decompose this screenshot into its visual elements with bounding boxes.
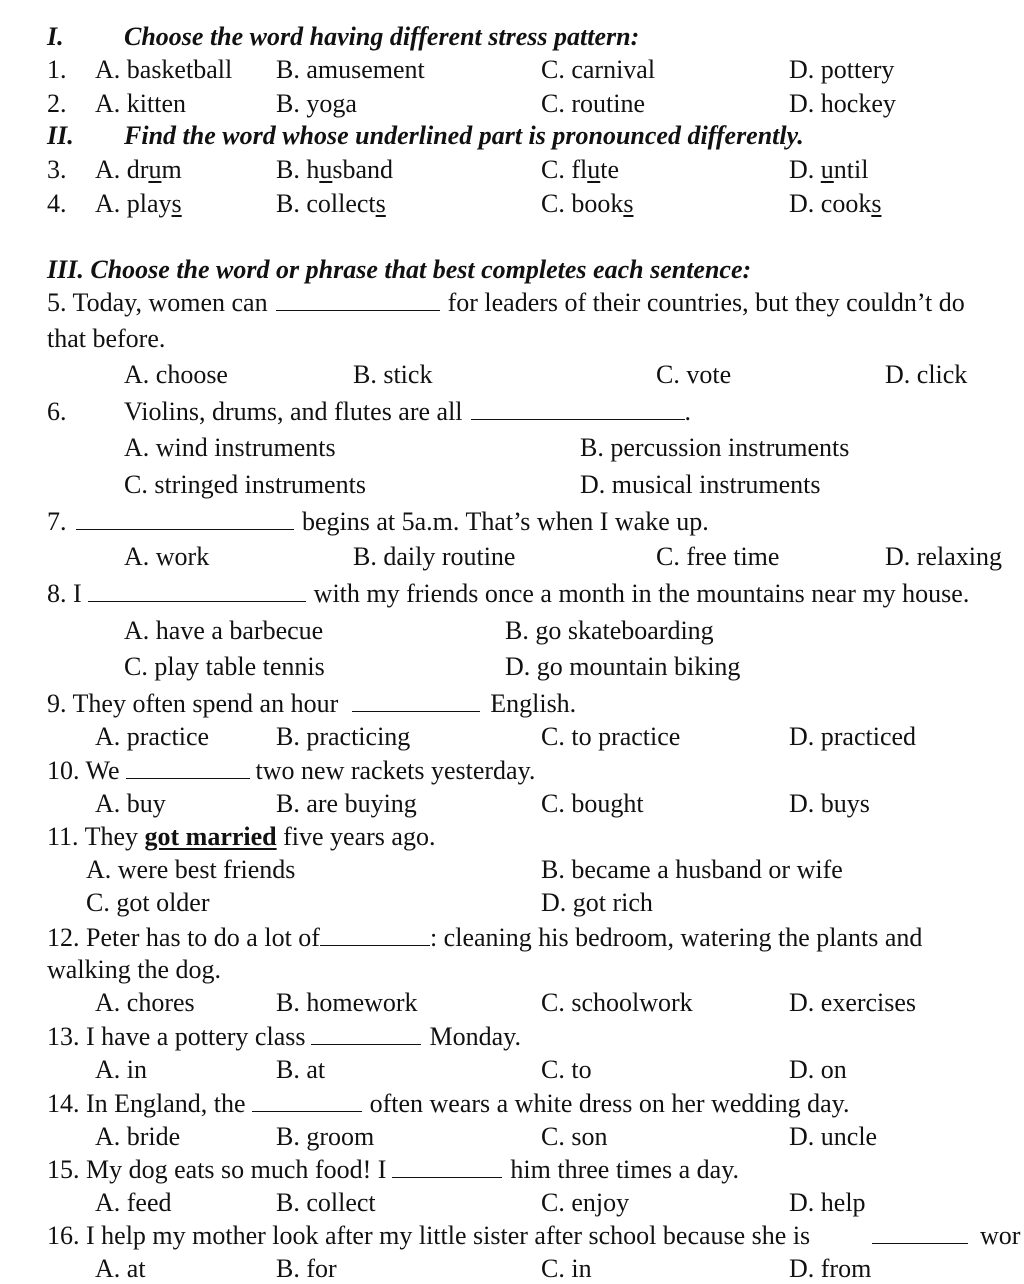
question-7-option-c[interactable]: C. free time	[656, 542, 780, 571]
answer-blank[interactable]	[352, 689, 480, 712]
stem-text: 15. My dog eats so much food! I	[47, 1155, 387, 1184]
stem-text: .	[684, 397, 692, 426]
stem-text: 13. I have a pottery class	[47, 1022, 306, 1051]
question-15-option-c[interactable]: C. enjoy	[541, 1188, 630, 1217]
section-3-title-text: III. Choose the word or phrase that best completes each sentence:	[47, 255, 752, 284]
question-3-option-c[interactable]	[541, 155, 619, 185]
question-10-stem	[47, 756, 535, 786]
underlined-letter: u	[148, 155, 162, 184]
question-10-option-b[interactable]: B. are buying	[276, 789, 417, 818]
question-11-stem	[47, 822, 435, 852]
question-16-option-c[interactable]: C. in	[541, 1254, 592, 1283]
question-11-option-c[interactable]: C. got older	[86, 888, 210, 917]
section-1-title: Choose the word having different stress pattern:	[124, 22, 640, 51]
question-9-option-c[interactable]: C. to practice	[541, 722, 681, 751]
option-text: ntil	[833, 155, 869, 184]
answer-blank[interactable]	[471, 397, 685, 420]
answer-blank[interactable]	[276, 288, 440, 311]
question-4-option-d[interactable]	[789, 189, 881, 219]
question-12-option-d[interactable]: D. exercises	[789, 988, 917, 1017]
question-16-option-a[interactable]: A. at	[95, 1254, 146, 1283]
stem-text: Monday.	[429, 1022, 521, 1051]
question-12-option-a[interactable]: A. chores	[95, 988, 195, 1017]
stem-text: for leaders of their countries, but they couldn’t do	[447, 288, 965, 317]
answer-blank[interactable]	[311, 1022, 421, 1045]
question-7-option-a[interactable]: A. work	[124, 542, 210, 571]
question-16-option-b[interactable]: B. for	[276, 1254, 337, 1283]
underlined-letter: s	[171, 189, 182, 218]
question-1-option-a[interactable]: A. basketball	[95, 55, 233, 84]
question-8-option-a[interactable]: A. have a barbecue	[124, 616, 324, 645]
stem-text: 14. In England, the	[47, 1089, 246, 1118]
stem-text: 9. They often spend an hour	[47, 689, 339, 718]
stem-text: with my friends once a month in the mountains near my house.	[313, 579, 970, 608]
stem-text: 11. They	[47, 822, 145, 851]
question-4-option-c[interactable]	[541, 189, 639, 219]
question-16-option-d[interactable]: D. from	[789, 1254, 872, 1283]
question-11-option-d[interactable]: D. got rich	[541, 888, 653, 917]
underlined-letter: u	[820, 155, 834, 184]
bold-underlined-phrase: got married	[144, 822, 277, 851]
stem-text: 16. I help my mother look after my little sister after school because she is	[47, 1221, 811, 1250]
question-9-option-a[interactable]: A. practice	[95, 722, 210, 751]
question-12-stem-continued: walking the dog.	[47, 955, 222, 984]
question-3-number: 3.	[47, 155, 67, 184]
question-10-option-c[interactable]: C. bought	[541, 789, 644, 818]
question-9-option-b[interactable]: B. practicing	[276, 722, 411, 751]
option-text: D.	[789, 155, 821, 184]
section-2-title: Find the word whose underlined part is pronounced differently.	[124, 121, 804, 150]
stem-text: English.	[490, 689, 577, 718]
stem-text: 12. Peter has to do a lot of	[47, 923, 320, 952]
question-15-option-a[interactable]: A. feed	[95, 1188, 172, 1217]
question-11-option-a[interactable]: A. were best friends	[86, 855, 296, 884]
option-text: A. play	[95, 189, 172, 218]
question-12-option-b[interactable]: B. homework	[276, 988, 418, 1017]
question-3-option-b[interactable]	[276, 155, 393, 185]
stem-text: : cleaning his bedroom, watering the plants and	[429, 923, 923, 952]
answer-blank[interactable]	[76, 507, 294, 530]
question-8-stem	[47, 579, 969, 609]
underlined-letter: u	[587, 155, 601, 184]
answer-blank[interactable]	[126, 756, 250, 779]
question-6-option-c[interactable]: C. stringed instruments	[124, 470, 366, 499]
question-8-option-d[interactable]: D. go mountain biking	[505, 652, 741, 681]
question-5-option-d[interactable]: D. click	[885, 360, 968, 389]
option-text: te	[600, 155, 619, 184]
question-2-option-d[interactable]: D. hockey	[789, 89, 896, 118]
question-14-stem	[47, 1089, 849, 1119]
stem-text: 10. We	[47, 756, 120, 785]
answer-blank[interactable]	[252, 1089, 362, 1112]
option-text: m	[161, 155, 182, 184]
question-13-option-c[interactable]: C. to	[541, 1055, 592, 1084]
question-15-stem	[47, 1155, 739, 1185]
answer-blank[interactable]	[88, 579, 306, 602]
option-text: A. dr	[95, 155, 149, 184]
question-8-option-c[interactable]: C. play table tennis	[124, 652, 325, 681]
question-5-option-c[interactable]: C. vote	[656, 360, 732, 389]
question-1-option-d[interactable]: D. pottery	[789, 55, 895, 84]
question-3-option-a[interactable]	[95, 155, 182, 185]
question-7-number: 7.	[47, 507, 67, 536]
question-5-stem-continued: that before.	[47, 324, 166, 353]
question-3-option-d[interactable]	[789, 155, 868, 185]
question-5-stem	[47, 288, 965, 318]
section-3-title	[47, 255, 751, 285]
question-4-option-a[interactable]	[95, 189, 182, 219]
stem-text: 8. I	[47, 579, 82, 608]
option-text: D. cook	[789, 189, 872, 218]
question-10-option-a[interactable]: A. buy	[95, 789, 166, 818]
question-5-option-b[interactable]: B. stick	[353, 360, 433, 389]
stem-text: often wears a white dress on her wedding day.	[369, 1089, 850, 1118]
question-6-number: 6.	[47, 397, 67, 426]
question-16-stem-continued: wor	[980, 1221, 1021, 1250]
question-2-option-a[interactable]: A. kitten	[95, 89, 186, 118]
question-14-option-d[interactable]: D. uncle	[789, 1122, 878, 1151]
option-text: B. collect	[276, 189, 376, 218]
question-9-stem	[47, 689, 576, 719]
stem-text: him three times a day.	[510, 1155, 740, 1184]
stem-text: 5. Today, women can	[47, 288, 268, 317]
option-text: B. h	[276, 155, 320, 184]
question-7-stem	[76, 507, 709, 537]
question-14-option-c[interactable]: C. son	[541, 1122, 608, 1151]
question-6-option-b[interactable]: B. percussion instruments	[580, 433, 850, 462]
option-text: sband	[332, 155, 394, 184]
question-6-stem	[124, 397, 691, 427]
question-5-option-a[interactable]: A. choose	[124, 360, 228, 389]
underlined-letter: s	[375, 189, 386, 218]
question-13-option-a[interactable]: A. in	[95, 1055, 147, 1084]
underlined-letter: u	[319, 155, 333, 184]
question-16-stem	[47, 1221, 810, 1251]
answer-blank[interactable]	[392, 1155, 502, 1178]
question-6-option-a[interactable]: A. wind instruments	[124, 433, 336, 462]
question-13-option-b[interactable]: B. at	[276, 1055, 326, 1084]
question-15-option-b[interactable]: B. collect	[276, 1188, 376, 1217]
question-12-option-c[interactable]: C. schoolwork	[541, 988, 693, 1017]
question-7-option-d[interactable]: D. relaxing	[885, 542, 1002, 571]
stem-text: two new rackets yesterday.	[255, 756, 536, 785]
section-1-number: I.	[47, 22, 64, 51]
question-9-option-d[interactable]: D. practiced	[789, 722, 917, 751]
answer-blank[interactable]	[872, 1221, 968, 1251]
question-14-option-a[interactable]: A. bride	[95, 1122, 181, 1151]
question-15-option-d[interactable]: D. help	[789, 1188, 866, 1217]
question-14-option-b[interactable]: B. groom	[276, 1122, 375, 1151]
answer-blank[interactable]	[320, 923, 430, 946]
question-4-number: 4.	[47, 189, 67, 218]
underlined-letter: s	[623, 189, 634, 218]
option-text: C. book	[541, 189, 624, 218]
stem-text: five years ago.	[276, 822, 436, 851]
question-2-number: 2.	[47, 89, 67, 118]
question-12-stem	[47, 923, 922, 953]
question-4-option-b[interactable]	[276, 189, 386, 219]
question-13-option-d[interactable]: D. on	[789, 1055, 847, 1084]
answer-blank-line[interactable]	[872, 1221, 968, 1244]
stem-text: begins at 5a.m. That’s when I wake up.	[302, 507, 709, 536]
question-1-option-c[interactable]: C. carnival	[541, 55, 656, 84]
question-10-option-d[interactable]: D. buys	[789, 789, 870, 818]
question-11-option-b[interactable]: B. became a husband or wife	[541, 855, 843, 884]
stem-text: Violins, drums, and flutes are all	[124, 397, 463, 426]
underlined-letter: s	[871, 189, 882, 218]
question-8-option-b[interactable]: B. go skateboarding	[505, 616, 714, 645]
question-2-option-b[interactable]: B. yoga	[276, 89, 357, 118]
section-2-number: II.	[47, 121, 74, 150]
question-7-option-b[interactable]: B. daily routine	[353, 542, 516, 571]
question-1-option-b[interactable]: B. amusement	[276, 55, 425, 84]
option-text: C. fl	[541, 155, 588, 184]
question-13-stem	[47, 1022, 521, 1052]
question-6-option-d[interactable]: D. musical instruments	[580, 470, 821, 499]
question-1-number: 1.	[47, 55, 67, 84]
question-2-option-c[interactable]: C. routine	[541, 89, 645, 118]
